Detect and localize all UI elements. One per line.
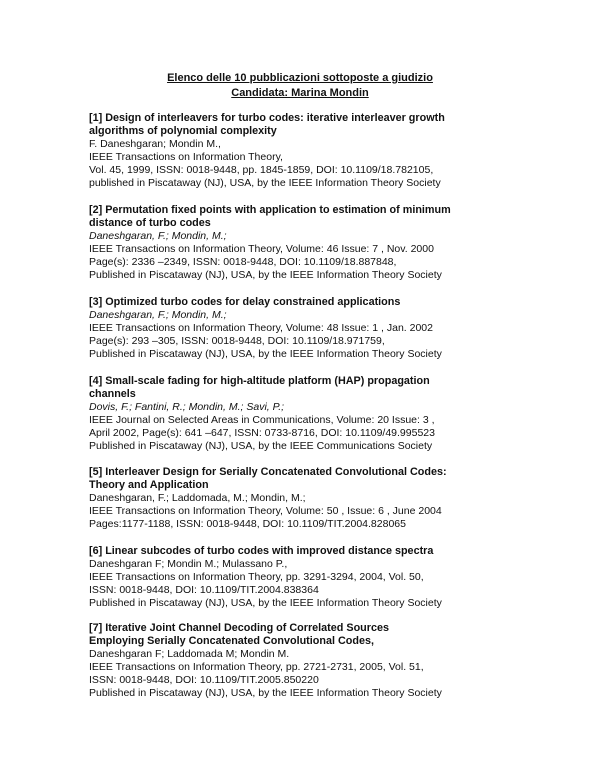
publication-detail-line: IEEE Transactions on Information Theory, Volume: 50 , Issue: 6 , June 2004 bbox=[89, 504, 442, 517]
publication-7 bbox=[89, 622, 529, 699]
publication-detail-line: Published in Piscataway (NJ), USA, by the IEEE Information Theory Society bbox=[89, 268, 442, 281]
publication-title-line: [2] Permutation fixed points with application to estimation of minimum bbox=[89, 204, 451, 216]
publication-authors: Dovis, F.; Fantini, R.; Mondin, M.; Savi, P.; bbox=[89, 400, 285, 413]
publication-detail-line: Page(s): 293 –305, ISSN: 0018-9448, DOI: 10.1109/18.971759, bbox=[89, 334, 385, 347]
publication-detail-line: ISSN: 0018-9448, DOI: 10.1109/TIT.2004.838364 bbox=[89, 583, 319, 596]
publication-title-line: [5] Interleaver Design for Serially Concatenated Convolutional Codes: bbox=[89, 466, 447, 478]
publication-title-line: Theory and Application bbox=[89, 478, 209, 491]
publication-title-line: [6] Linear subcodes of turbo codes with improved distance spectra bbox=[89, 545, 434, 557]
publication-detail-line: Published in Piscataway (NJ), USA, by the IEEE Communications Society bbox=[89, 439, 433, 452]
publication-title-line: [4] Small-scale fading for high-altitude platform (HAP) propagation bbox=[89, 375, 430, 387]
publication-detail-line: Published in Piscataway (NJ), USA, by the IEEE Information Theory Society bbox=[89, 686, 442, 699]
publication-5 bbox=[89, 466, 529, 531]
publication-detail-line: IEEE Transactions on Information Theory, pp. 2721-2731, 2005, Vol. 51, bbox=[89, 660, 424, 673]
publication-1 bbox=[89, 112, 529, 189]
publication-title-line: algorithms of polynomial complexity bbox=[89, 124, 277, 137]
publication-authors: Daneshgaran, F.; Laddomada, M.; Mondin, M.; bbox=[89, 491, 306, 504]
publication-authors: F. Daneshgaran; Mondin M., bbox=[89, 137, 221, 150]
publication-detail-line: Page(s): 2336 –2349, ISSN: 0018-9448, DOI: 10.1109/18.887848, bbox=[89, 255, 397, 268]
publication-detail-line: IEEE Transactions on Information Theory, pp. 3291-3294, 2004, Vol. 50, bbox=[89, 570, 424, 583]
publication-2 bbox=[89, 204, 529, 281]
publication-title-line: distance of turbo codes bbox=[89, 216, 211, 229]
publication-detail-line: Published in Piscataway (NJ), USA, by the IEEE Information Theory Society bbox=[89, 347, 442, 360]
publication-detail-line: IEEE Transactions on Information Theory, Volume: 48 Issue: 1 , Jan. 2002 bbox=[89, 321, 433, 334]
publication-detail-line: IEEE Journal on Selected Areas in Communications, Volume: 20 Issue: 3 , bbox=[89, 413, 435, 426]
publication-3 bbox=[89, 296, 529, 361]
publication-detail-line: IEEE Transactions on Information Theory, bbox=[89, 150, 283, 163]
publication-title-line: Employing Serially Concatenated Convolutional Codes, bbox=[89, 634, 374, 647]
publication-title-line: [7] Iterative Joint Channel Decoding of Correlated Sources bbox=[89, 622, 389, 634]
publication-detail-line: ISSN: 0018-9448, DOI: 10.1109/TIT.2005.850220 bbox=[89, 673, 319, 686]
publication-detail-line: Pages:1177-1188, ISSN: 0018-9448, DOI: 10.1109/TIT.2004.828065 bbox=[89, 517, 406, 530]
publication-detail-line: published in Piscataway (NJ), USA, by the IEEE Information Theory Society bbox=[89, 176, 441, 189]
publication-title-line: [1] Design of interleavers for turbo codes: iterative interleaver growth bbox=[89, 112, 445, 124]
publication-detail-line: Vol. 45, 1999, ISSN: 0018-9448, pp. 1845-1859, DOI: 10.1109/18.782105, bbox=[89, 163, 434, 176]
publication-authors: Daneshgaran, F.; Mondin, M.; bbox=[89, 229, 227, 242]
publication-authors: Daneshgaran, F.; Mondin, M.; bbox=[89, 308, 227, 321]
publication-detail-line: IEEE Transactions on Information Theory, Volume: 46 Issue: 7 , Nov. 2000 bbox=[89, 242, 434, 255]
publication-authors: Daneshgaran F; Mondin M.; Mulassano P., bbox=[89, 557, 288, 570]
publication-detail-line: Published in Piscataway (NJ), USA, by the IEEE Information Theory Society bbox=[89, 596, 442, 609]
publication-6 bbox=[89, 545, 529, 610]
publication-title-line: [3] Optimized turbo codes for delay constrained applications bbox=[89, 296, 401, 308]
publication-4 bbox=[89, 375, 529, 452]
document-title-line-2: Candidata: Marina Mondin bbox=[231, 87, 369, 99]
document-title-line-1: Elenco delle 10 pubblicazioni sottoposte a giudizio bbox=[167, 72, 433, 84]
publication-authors: Daneshgaran F; Laddomada M; Mondin M. bbox=[89, 647, 290, 660]
publication-title-line: channels bbox=[89, 387, 136, 400]
publication-detail-line: April 2002, Page(s): 641 –647, ISSN: 0733-8716, DOI: 10.1109/49.995523 bbox=[89, 426, 435, 439]
